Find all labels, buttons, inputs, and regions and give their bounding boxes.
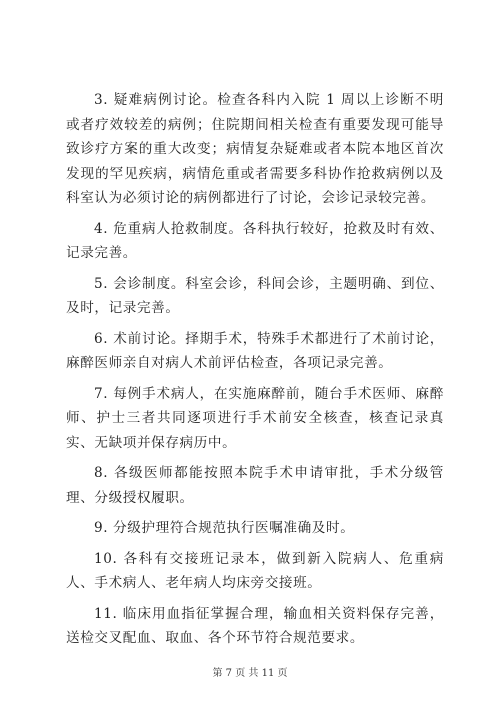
paragraph-10: 10. 各科有交接班记录本，做到新入院病人、危重病人、手术病人、老年病人均床旁交接班。 [66,550,444,591]
paragraph-7: 7. 每例手术病人，在实施麻醉前，随台手术医师、麻醉师、护士三者共同逐项进行手术前安全核查，核查记录真实、无缺项并保存病历中。 [66,385,444,451]
paragraph-8: 8. 各级医师都能按照本院手术申请审批，手术分级管理、分级授权履职。 [66,465,444,506]
paragraph-5: 5. 会诊制度。科室会诊，科间会诊，主题明确、到位、及时，记录完善。 [66,275,444,316]
paragraph-11: 11. 临床用血指征掌握合理，输血相关资料保存完善，送检交叉配血、取血、各个环节符合规范要求。 [66,605,444,646]
paragraph-3: 3. 疑难病例讨论。检查各科内入院 1 周以上诊断不明或者疗效较差的病例；住院期间相关检查有重要发现可能导致诊疗方案的重大改变；病情复杂疑难或者本院本地区首次发现的罕见疾病，病情危重或者需要多科协作抢救病例以及科室认为必须讨论的病例都进行了讨论，会诊记录较完善。 [66,92,444,206]
page-number-footer: 第 7 页 共 11 页 [212,668,288,679]
paragraph-4: 4. 危重病人抢救制度。各科执行较好，抢救及时有效、记录完善。 [66,220,444,261]
document-body [66,88,444,657]
paragraph-9: 9. 分级护理符合规范执行医嘱准确及时。 [94,520,355,536]
paragraph-6: 6. 术前讨论。择期手术，特殊手术都进行了术前讨论，麻醉医师亲自对病人术前评估检查，各项记录完善。 [66,330,444,371]
